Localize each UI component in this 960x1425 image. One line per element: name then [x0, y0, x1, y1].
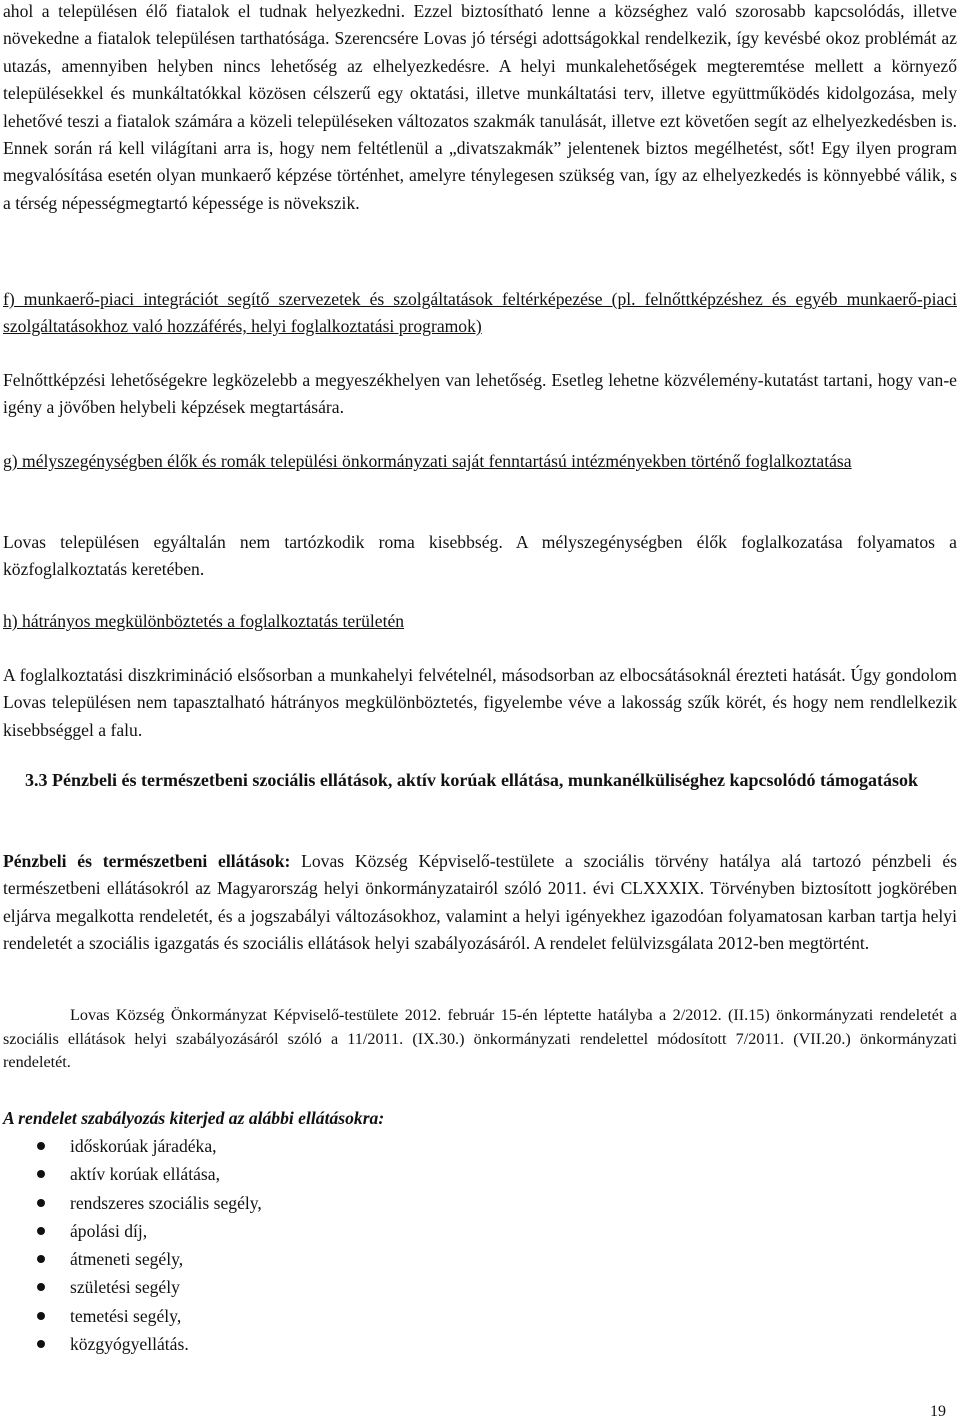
bullet-icon: [37, 1199, 45, 1207]
decree-note: Lovas Község Önkormányzat Képviselő-testülete 2012. február 15-én léptette hatályba a 2/2012. (II.15) önkormányzati rendeletét a szociális ellátások helyi szabályozásáról szóló a 11/2011. (IX.30.) önkormányzati rendelettel módosított 7/2011. (VII.20.) önkormányzati rendeletét.: [3, 1006, 957, 1071]
list-item: [0, 1330, 262, 1358]
section-f-body: Felnőttképzési lehetőségekre legközelebb a megyeszékhelyen van lehetőség. Esetleg lehetne közvélemény-kutatást tartani, hogy van-e igény a jövőben helybeli képzések megtartására.: [3, 370, 957, 418]
list-item-label: átmeneti segély,: [70, 1249, 184, 1270]
list-item-label: temetési segély,: [70, 1305, 182, 1326]
section-g-heading: g) mélyszegénységben élők és romák települési önkormányzati saját fenntartású intézményekben történő foglalkoztatása: [3, 451, 852, 471]
list-item: [0, 1273, 262, 1301]
list-item: [0, 1189, 262, 1217]
bullet-icon: [37, 1255, 45, 1263]
benefits-lead: Pénzbeli és természetbeni ellátások:: [3, 851, 291, 871]
bullet-icon: [37, 1142, 45, 1150]
benefits-paragraph: [3, 848, 957, 958]
page-number: 19: [930, 1403, 946, 1420]
list-item: [0, 1245, 262, 1273]
list-item-label: közgyógyellátás.: [70, 1334, 189, 1355]
section-h-body: A foglalkoztatási diszkrimináció elsősorban a munkahelyi felvételnél, másodsorban az elbocsátásoknál érezteti hatását. Úgy gondolom Lovas településen nem tapasztalható hátrányos megkülönböztetés, figyelembe véve a lakosság szűk körét, és hogy nem rendlelkezik kisebbséggel a falu.: [3, 665, 957, 740]
list-item: [0, 1302, 262, 1330]
scope-heading: A rendelet szabályozás kiterjed az alábbi ellátásokra:: [3, 1108, 385, 1128]
list-item-label: ápolási díj,: [70, 1220, 148, 1241]
bullet-icon: [37, 1283, 45, 1291]
bullet-icon: [37, 1227, 45, 1235]
list-item: [0, 1217, 262, 1245]
section-f-heading: f) munkaerő-piaci integrációt segítő szervezetek és szolgáltatások feltérképezése (pl. felnőttképzéshez és egyéb munkaerő-piaci szolgáltatásokhoz való hozzáférés, helyi foglalkoztatási programok): [3, 289, 957, 337]
section-3-3-title: Pénzbeli és természetbeni szociális ellátások, aktív korúak ellátása, munkanélküliséghez kapcsolódó támogatások: [52, 770, 918, 790]
list-item-label: aktív korúak ellátása,: [70, 1164, 220, 1185]
list-item: [0, 1160, 262, 1188]
benefit-list: [0, 1132, 262, 1358]
list-item-label: születési segély: [70, 1277, 180, 1298]
section-g-body: Lovas településen egyáltalán nem tartózkodik roma kisebbség. A mélyszegénységben élők foglalkozatása folyamatos a közfoglalkoztatás keretében.: [3, 532, 957, 580]
section-3-3-number: 3.3: [25, 770, 48, 790]
section-h-heading: h) hátrányos megkülönböztetés a foglalkoztatás területén: [3, 611, 405, 631]
list-item: [0, 1132, 262, 1160]
bullet-icon: [37, 1312, 45, 1320]
list-item-label: időskorúak járadéka,: [70, 1136, 217, 1156]
section-3-3-heading: [3, 767, 957, 794]
bullet-icon: [37, 1340, 45, 1348]
benefits-text: Lovas Község Képviselő-testülete a szociális törvény hatálya alá tartozó pénzbeli és természetbeni ellátásokról az Magyarország helyi önkormányzatairól szóló 2011. évi CLXXXIX. Törvényben biztosított jogkörében eljárva megalkotta rendeletét, és a jogszabályi változásokhoz, valamint a helyi igényekhez igazodóan folyamatosan karban tartja helyi rendeletét a szociális igazgatás és szociális ellátások helyi szabályozásáról. A rendelet felülvizsgálata 2012-ben megtörtént.: [3, 851, 957, 954]
bullet-icon: [37, 1170, 45, 1178]
list-item-label: rendszeres szociális segély,: [70, 1192, 262, 1213]
intro-paragraph: ahol a településen élő fiatalok el tudnak helyezkedni. Ezzel biztosítható lenne a községhez való szorosabb kapcsolódás, illetve növekedne a fiatalok településen tarthatósága. Szerencsére Lovas jó térségi adottságokkal rendelkezik, így kevésbé okoz problémát az utazás, amennyiben helyben nincs lehetőség az elhelyezkedésre. A helyi munkalehetőségek megteremtése mellett a környező településekkel és munkáltatókkal közösen célszerű egy oktatási, illetve munkáltatási terv, illetve együttműködés kidolgozása, mely lehetővé teszi a fiatalok számára a közeli településeken változatos szakmák tanulását, illetve ezt követően segít az elhelyezkedésben is. Ennek során rá kell világítani arra is, hogy nem feltétlenül a „divatszakmák” jelentenek biztos megélhetést, sőt! Egy ilyen program megvalósítása esetén olyan munkaerő képzése történhet, amelyre ténylegesen szükség van, így az elhelyezkedés is könnyebbé válik, s a térség népességmegtartó képessége is növekszik.: [3, 1, 957, 213]
